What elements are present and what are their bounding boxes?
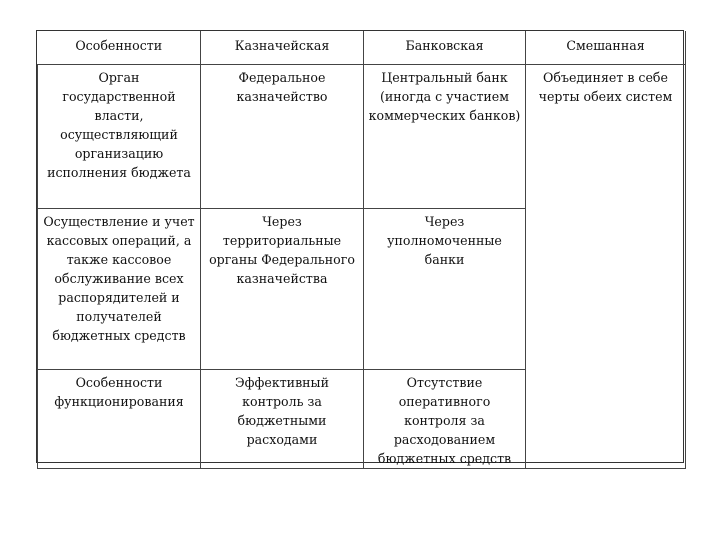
cell-mixed: Объединяет в себе черты обеих систем [526,65,686,469]
header-mixed: Смешанная [526,31,686,65]
cell-treasury: Федеральное казначейство [201,65,364,209]
cell-feature: Особенности функционирования [38,370,201,469]
header-treasury: Казначейская [201,31,364,65]
header-bank: Банковская [364,31,526,65]
cell-bank: Через уполномоченные банки [364,209,526,370]
cell-feature: Орган государственной власти, осуществляющий организацию исполнения бюджета [38,65,201,209]
cell-bank: Отсутствие оперативного контроля за расходованием бюджетных средств [364,370,526,469]
cell-bank: Центральный банк (иногда с участием коммерческих банков) [364,65,526,209]
comparison-table [36,30,684,466]
table-row [38,65,686,209]
cell-treasury: Эффективный контроль за бюджетными расходами [201,370,364,469]
table-header-row [38,31,686,65]
cell-feature: Осуществление и учет кассовых операций, а также кассовое обслуживание всех распорядителей и получателей бюджетных средств [38,209,201,370]
header-features: Особенности [38,31,201,65]
budget-systems-table [37,31,686,469]
cell-treasury: Через территориальные органы Федерального казначейства [201,209,364,370]
